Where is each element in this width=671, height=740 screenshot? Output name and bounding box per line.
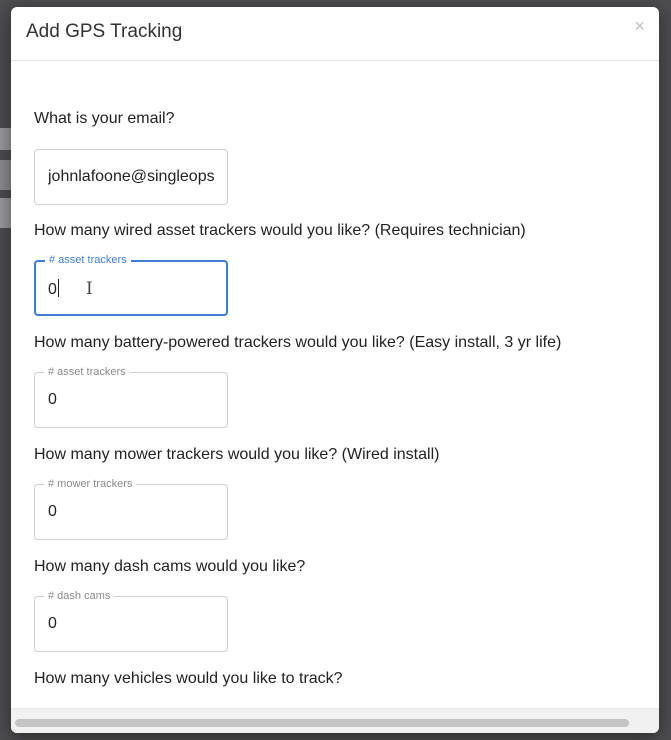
scrollbar-thumb[interactable] xyxy=(15,719,629,727)
dialog-header xyxy=(11,7,659,61)
dash-cams-input[interactable] xyxy=(34,590,228,652)
dialog-title: Add GPS Tracking xyxy=(26,21,183,42)
battery-trackers-input[interactable] xyxy=(34,366,228,428)
battery-trackers-legend: # asset trackers xyxy=(44,365,130,379)
email-question: What is your email? xyxy=(34,110,175,127)
email-value: johnlafoone@singleops xyxy=(48,168,215,185)
vehicles-question: How many vehicles would you like to track? xyxy=(34,670,343,687)
horizontal-scrollbar[interactable] xyxy=(11,708,659,733)
mower-trackers-input[interactable] xyxy=(34,478,228,540)
dash-cams-legend: # dash cams xyxy=(44,589,114,603)
wired-trackers-input[interactable] xyxy=(34,254,228,316)
dash-cams-question: How many dash cams would you like? xyxy=(34,558,306,575)
text-cursor-icon: I xyxy=(86,279,93,299)
wired-trackers-question: How many wired asset trackers would you like? (Requires technician) xyxy=(34,222,526,239)
text-caret xyxy=(58,279,59,297)
battery-trackers-value: 0 xyxy=(48,391,57,408)
dialog-body xyxy=(11,61,659,709)
email-field[interactable] xyxy=(34,149,228,205)
mower-trackers-question: How many mower trackers would you like? (Wired install) xyxy=(34,446,440,463)
close-icon[interactable]: × xyxy=(634,16,645,36)
battery-trackers-question: How many battery-powered trackers would you like? (Easy install, 3 yr life) xyxy=(34,334,562,351)
gps-tracking-dialog xyxy=(11,7,659,733)
wired-trackers-value: 0 xyxy=(48,281,57,298)
mower-trackers-legend: # mower trackers xyxy=(44,477,136,491)
mower-trackers-value: 0 xyxy=(48,503,57,520)
wired-trackers-legend: # asset trackers xyxy=(45,253,131,267)
dash-cams-value: 0 xyxy=(48,615,57,632)
